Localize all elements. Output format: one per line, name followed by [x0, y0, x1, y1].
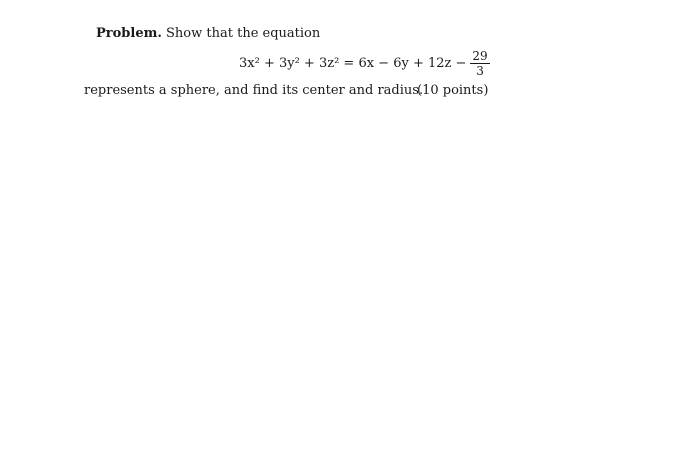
fraction-denominator: 3 [476, 63, 484, 78]
problem-statement: represents a sphere, and find its center and radius. [84, 83, 424, 98]
fraction-numerator: 29 [472, 48, 488, 63]
sphere-equation [239, 45, 490, 81]
equation-fraction [470, 49, 489, 78]
problem-intro: Show that the equation [166, 26, 321, 41]
points-value: (10 points) [417, 83, 489, 98]
equation-expression: 3x² + 3y² + 3z² = 6x − 6y + 12z − [239, 55, 467, 71]
problem-heading-line [96, 26, 320, 41]
problem-label: Problem. [96, 26, 162, 41]
